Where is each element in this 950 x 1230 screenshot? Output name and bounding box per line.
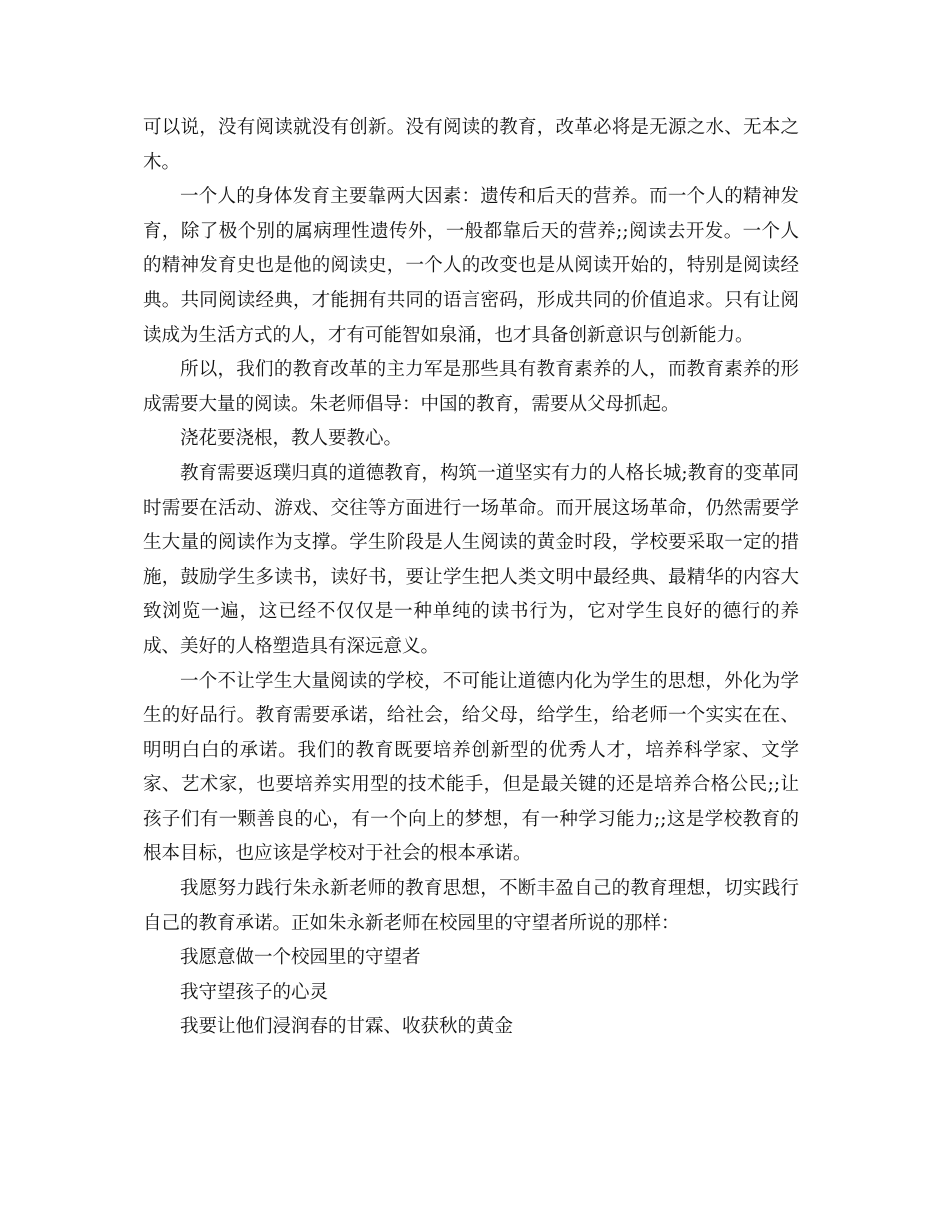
- paragraph-6: 一个不让学生大量阅读的学校，不可能让道德内化为学生的思想，外化为学生的好品行。教育需要承诺，给社会，给父母，给学生，给老师一个实实在在、明明白白的承诺。我们的教育既要培养创新型的优秀人才，培养科学家、文学家、艺术家，也要培养实用型的技术能手，但是最关键的还是培养合格公民;;让孩子们有一颗善良的心，有一个向上的梦想，有一种学习能力;;这是学校教育的根本目标，也应该是学校对于社会的根本承诺。: [143, 670, 799, 865]
- paragraph-2: 一个人的身体发育主要靠两大因素：遗传和后天的营养。而一个人的精神发育，除了极个别的属病理性遗传外，一般都靠后天的营养;;阅读去开发。一个人的精神发育史也是他的阅读史，一个人的改变也是从阅读开始的，特别是阅读经典。共同阅读经典，才能拥有共同的语言密码，形成共同的价值追求。只有让阅读成为生活方式的人，才有可能智如泉涌，也才具备创新意识与创新能力。: [143, 186, 799, 346]
- poem-line-3: 我要让他们浸润春的甘霖、收获秋的黄金: [180, 1016, 514, 1038]
- document-body: [143, 111, 799, 1045]
- poem-line-2: 我守望孩子的心灵: [180, 981, 329, 1003]
- poem-line-1: 我愿意做一个校园里的守望者: [180, 947, 421, 969]
- paragraph-3: 所以，我们的教育改革的主力军是那些具有教育素养的人，而教育素养的形成需要大量的阅读。朱老师倡导：中国的教育，需要从父母抓起。: [143, 359, 799, 415]
- paragraph-4: 浇花要浇根，教人要教心。: [180, 428, 403, 450]
- paragraph-7: 我愿努力践行朱永新老师的教育思想，不断丰盈自己的教育理想，切实践行自己的教育承诺。正如朱永新老师在校园里的守望者所说的那样：: [143, 878, 799, 934]
- paragraph-1: 可以说，没有阅读就没有创新。没有阅读的教育，改革必将是无源之水、无本之木。: [143, 117, 799, 173]
- paragraph-5: 教育需要返璞归真的道德教育，构筑一道坚实有力的人格长城;教育的变革同时需要在活动、游戏、交往等方面进行一场革命。而开展这场革命，仍然需要学生大量的阅读作为支撑。学生阶段是人生阅读的黄金时段，学校要采取一定的措施，鼓励学生多读书，读好书，要让学生把人类文明中最经典、最精华的内容大致浏览一遍，这已经不仅仅是一种单纯的读书行为，它对学生良好的德行的养成、美好的人格塑造具有深远意义。: [143, 462, 799, 657]
